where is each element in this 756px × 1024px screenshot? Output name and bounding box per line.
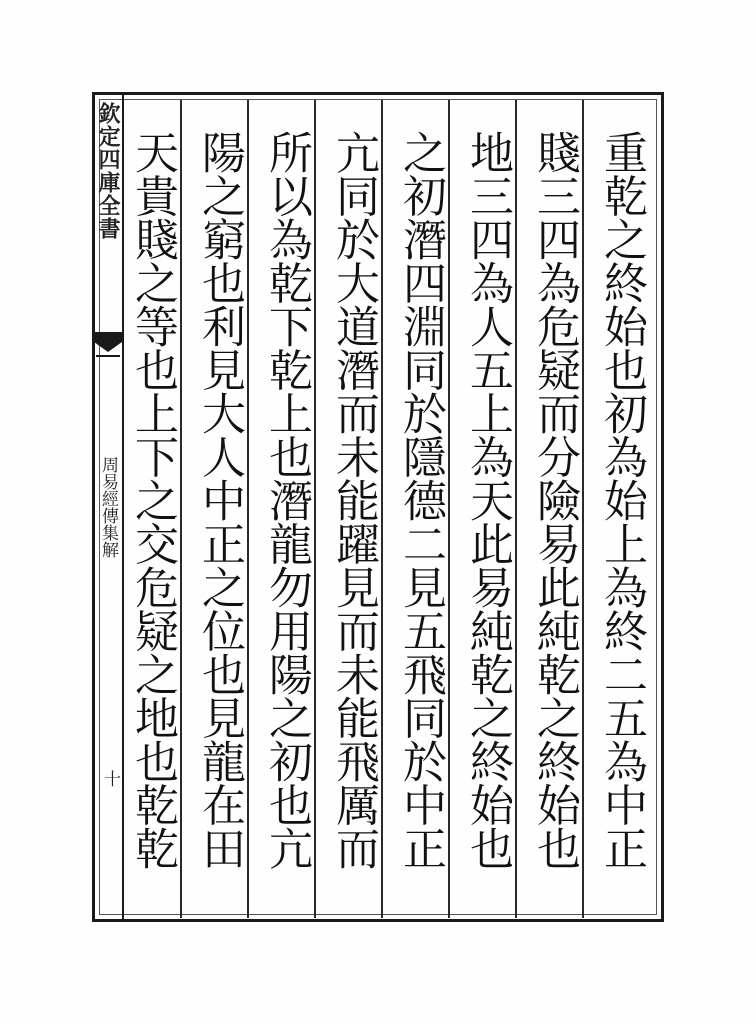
text-column-5: 亢同於大道潛而未能躍見而未能飛厲而 — [328, 130, 379, 870]
text-column-7: 陽之窮也利見大人中正之位也見龍在田 — [194, 130, 245, 870]
text-column-4: 之初潛四淵同於隱德二見五飛同於中正 — [395, 130, 446, 870]
text-column-8: 天貴賤之等也上下之交危疑之地也乾乾 — [127, 130, 178, 870]
column-rule — [314, 100, 316, 918]
column-rule — [582, 100, 584, 918]
column-rule — [448, 100, 450, 918]
fish-tail-mark-icon — [92, 330, 124, 360]
text-column-6: 所以為乾下乾上也潛龍勿用陽之初也亢 — [261, 130, 312, 870]
column-rule — [515, 100, 517, 918]
column-rule — [381, 100, 383, 918]
column-rule — [247, 100, 249, 918]
book-title: 周易經傳集解 — [98, 456, 118, 558]
text-column-1: 重乾之終始也初為始上為終二五為中正 — [596, 130, 647, 870]
column-rule — [180, 100, 182, 918]
collection-title: 欽定四庫全書 — [95, 102, 121, 240]
page-number: 十 — [100, 770, 120, 787]
text-column-3: 地三四為人五上為天此易純乾之終始也 — [462, 130, 513, 870]
text-column-2: 賤三四為危疑而分險易此純乾之終始也 — [529, 130, 580, 870]
